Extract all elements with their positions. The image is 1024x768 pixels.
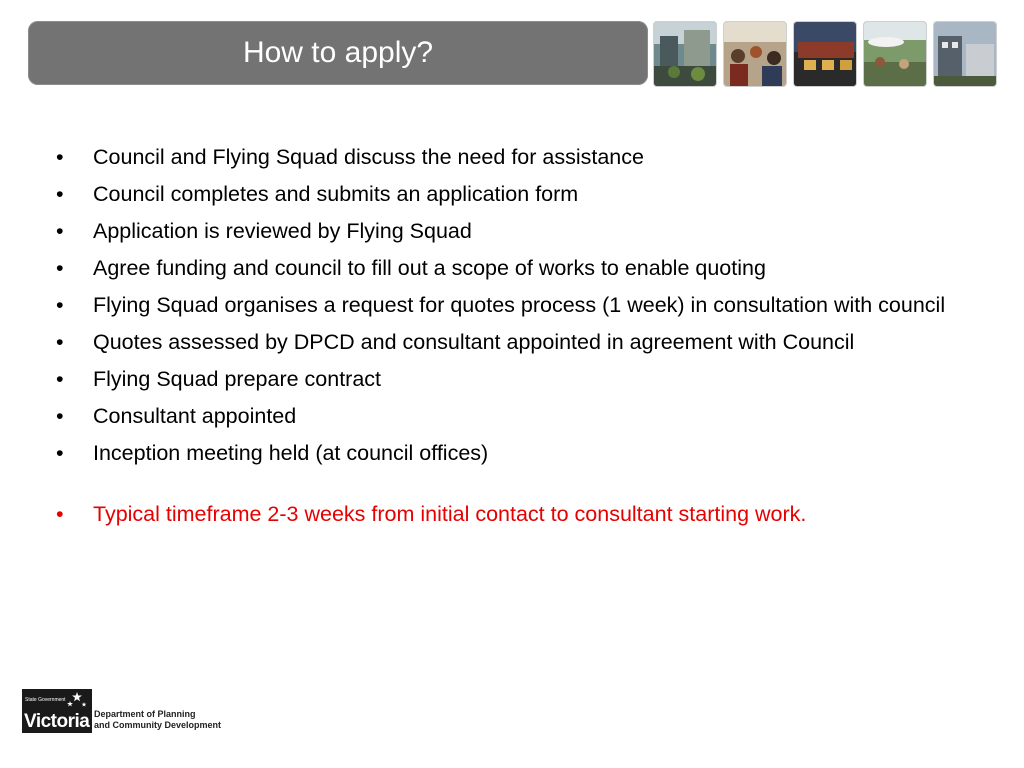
logo-victoria-text: Victoria <box>24 711 90 732</box>
list-item: • Council completes and submits an application form <box>56 182 579 206</box>
photo-outdoor-cafe <box>863 21 927 87</box>
victoria-government-logo <box>22 689 222 737</box>
logo-small-text: State Government <box>25 697 66 703</box>
photo-market-crowd <box>723 21 787 87</box>
photo-modern-housing <box>933 21 997 87</box>
list-item: • Application is reviewed by Flying Squad <box>56 219 472 243</box>
list-item: • Flying Squad organises a request for quotes process (1 week) in consultation with council <box>56 293 946 317</box>
list-item: • Council and Flying Squad discuss the need for assistance <box>56 145 644 169</box>
highlight-list-item: • Typical timeframe 2-3 weeks from initial contact to consultant starting work. <box>56 502 807 526</box>
list-item: • Agree funding and council to fill out a scope of works to enable quoting <box>56 256 766 280</box>
department-name: Department of Planning and Community Development <box>94 709 222 730</box>
logo-box <box>22 689 92 733</box>
slide-title: How to apply? <box>242 36 434 69</box>
title-bar <box>28 21 648 85</box>
photo-building-night <box>793 21 857 87</box>
bullet-list <box>56 142 956 536</box>
list-item: • Quotes assessed by DPCD and consultant appointed in agreement with Council <box>56 330 855 354</box>
list-item: • Inception meeting held (at council offices) <box>56 441 489 465</box>
list-item: • Consultant appointed <box>56 404 297 428</box>
list-item: • Flying Squad prepare contract <box>56 367 382 391</box>
southern-cross-icon <box>66 691 88 711</box>
photo-street-scene <box>653 21 717 87</box>
